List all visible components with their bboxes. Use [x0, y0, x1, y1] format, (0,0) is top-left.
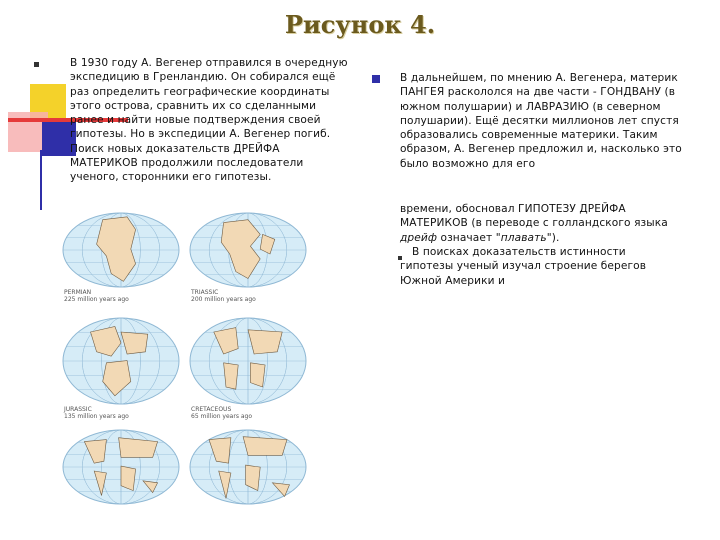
- right-paragraph-2: [400, 202, 682, 245]
- globe-map-age: 65 million years ago: [191, 413, 253, 420]
- right-paragraph-3-text: В поисках доказательств истинности гипотезы ученый изучал строение берегов Южной Америки и: [400, 246, 647, 287]
- slide-title: Рисунок 4.: [284, 10, 436, 39]
- left-bullet: [34, 62, 39, 67]
- globe-map-2: [187, 205, 309, 303]
- globe-map-1: [60, 205, 182, 303]
- right-paragraph-3: [400, 245, 682, 288]
- right-paragraph-2-meaning: "плавать": [495, 231, 552, 244]
- globe-map-6: [187, 422, 309, 520]
- right-paragraph-2-part-a: времени, обосновал ГИПОТЕЗУ ДРЕЙФА МАТЕРИКОВ (в переводе с голландского языка: [400, 203, 668, 230]
- globe-map-caption: [191, 406, 252, 420]
- globe-map-3: [60, 310, 182, 420]
- globe-map-era: TRIASSIC: [191, 289, 219, 296]
- continent-shape: [224, 363, 239, 389]
- right-paragraph-2-text: [400, 202, 682, 245]
- right-paragraph-2-word: дрейф: [400, 231, 438, 244]
- globe-map-age: 135 million years ago: [64, 413, 129, 420]
- left-paragraph: [70, 56, 350, 185]
- right-paragraph-2-part-c: ).: [551, 231, 560, 244]
- continent-shape: [243, 437, 287, 456]
- right-bullet-1: [372, 75, 380, 83]
- globe-map-4: [187, 310, 309, 420]
- globe-map-svg: [187, 310, 309, 420]
- globe-map-svg: [187, 422, 309, 520]
- continent-shape: [250, 363, 265, 387]
- deco-blue-line: [40, 150, 42, 210]
- globe-map-svg: [60, 422, 182, 520]
- continent-shape: [248, 330, 282, 354]
- globe-map-caption: [64, 289, 129, 303]
- right-paragraph-1-text: В дальнейшем, по мнению А. Вегенера, материк ПАНГЕЯ раскололся на две части - ГОНДВАНУ (в южном полушарии) и ЛАВРАЗИЮ (в северном полушарии). Ещё десятки миллионов лет спустя образовались современные материки. Таким образом, А. Вегенер предложил и, насколько это было возможно для его: [400, 72, 682, 170]
- globe-map-era: JURASSIC: [64, 406, 92, 413]
- globe-map-era: CRETACEOUS: [191, 406, 232, 413]
- globe-map-age: 200 million years ago: [191, 296, 256, 303]
- globe-map-svg: [60, 310, 182, 420]
- globe-map-caption: [64, 406, 129, 420]
- left-paragraph-text: В 1930 году А. Вегенер отправился в очередную экспедицию в Гренландию. Он собирался ещё раз определить географические координаты этого острова, сравнить их со сделанными ранее и найти новые подтверждения своей гипотезы. Но в экспедиции А. Вегенер погиб. Поиск новых доказательств ДРЕЙФА МАТЕРИКОВ продолжили последователи ученого, сторонники его гипотезы.: [70, 57, 348, 184]
- globe-map-5: [60, 422, 182, 520]
- globe-map-era: PERMIAN: [64, 289, 92, 296]
- right-paragraph-1: [400, 71, 682, 171]
- globe-map-age: 225 million years ago: [64, 296, 129, 303]
- globe-map-caption: [191, 289, 256, 303]
- right-paragraph-2-part-b: означает: [437, 231, 496, 244]
